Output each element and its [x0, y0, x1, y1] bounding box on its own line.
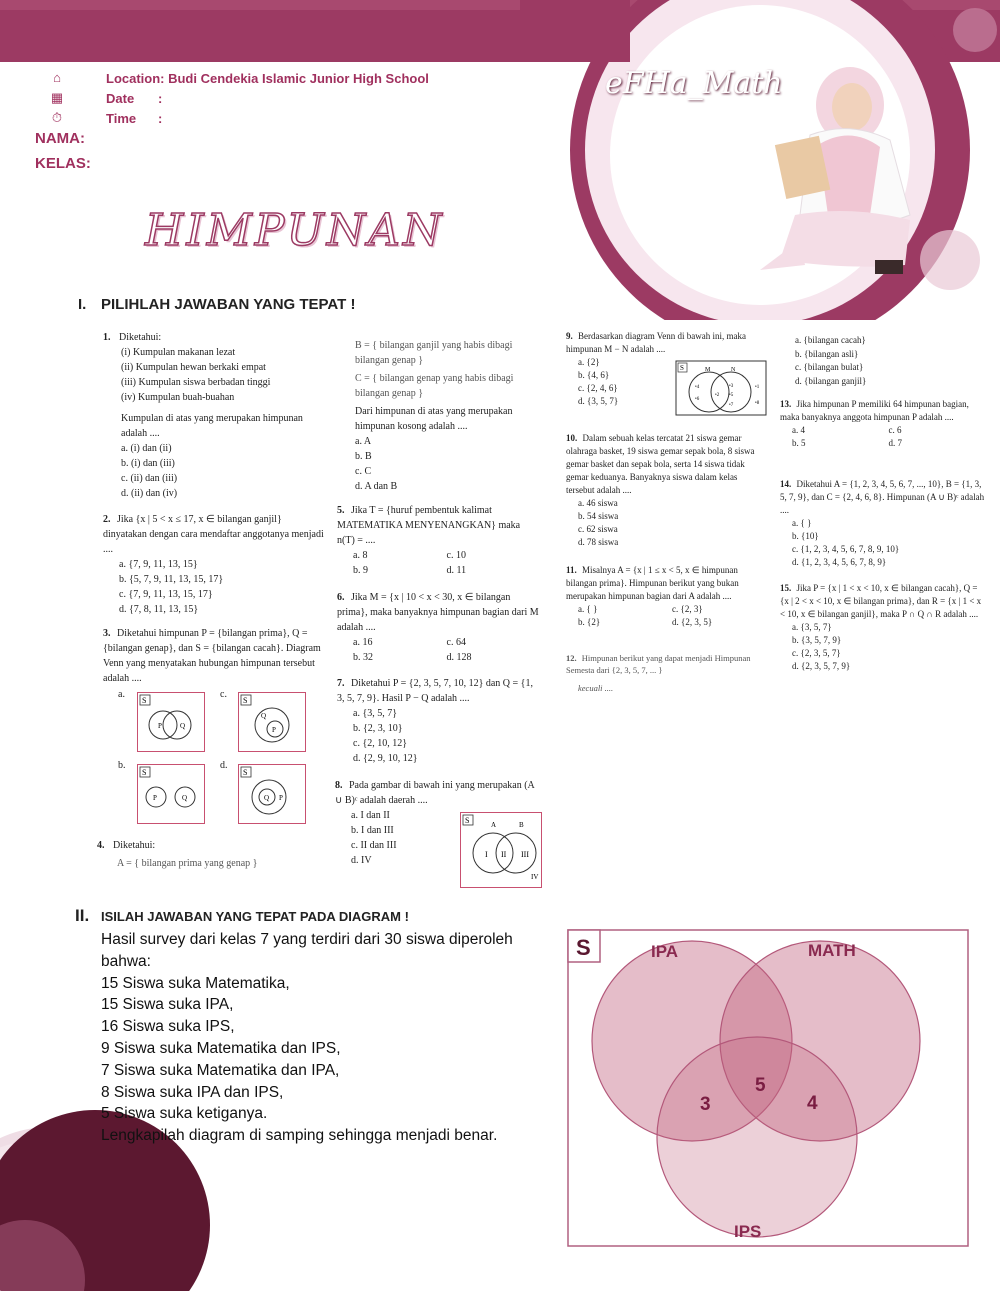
venn-diagram: [567, 929, 971, 1249]
q4-set-a: A = { bilangan prima yang genap }: [117, 858, 258, 869]
q12-option: c. {bilangan bulat}: [795, 362, 864, 372]
q3-number: 3.: [103, 628, 111, 639]
venn-region-all-three[interactable]: 5: [755, 1075, 766, 1096]
q15-number: 15.: [780, 583, 792, 593]
survey-line: Hasil survey dari kelas 7 yang terdiri dari 30 siswa diperoleh: [101, 931, 513, 948]
survey-line: 9 Siswa suka Matematika dan IPS,: [101, 1039, 341, 1057]
question-7: [337, 676, 540, 766]
q3-option-c-label: c.: [220, 689, 227, 700]
q12-tail: kecuali ....: [578, 683, 614, 693]
venn-circle-ips: [657, 1037, 857, 1237]
q4-option: d. A dan B: [355, 481, 398, 492]
q11-option: b. {2}: [578, 617, 601, 627]
q8-a: A: [491, 821, 497, 829]
q8-option: c. II dan III: [351, 840, 397, 851]
q4-stem: Diketahui:: [113, 840, 156, 851]
q9-el: •6: [695, 397, 700, 402]
q14-option: c. {1, 2, 3, 4, 5, 6, 7, 8, 9, 10}: [792, 544, 900, 554]
q3b-s: S: [142, 768, 147, 777]
q1-item: (iv) Kumpulan buah-buahan: [121, 392, 235, 403]
q3b-p: P: [153, 794, 157, 802]
section2-heading: ISILAH JAWABAN YANG TEPAT PADA DIAGRAM !: [101, 909, 409, 924]
q11-number: 11.: [566, 565, 577, 575]
q4-option: c. C: [355, 466, 372, 477]
q1-stem: Diketahui:: [119, 332, 162, 343]
q5-option: a. 8: [353, 550, 368, 561]
q1-option: d. (ii) dan (iv): [121, 488, 178, 499]
q13-stem: Jika himpunan P memiliki 64 himpunan bagian, maka banyaknya anggota himpunan P adalah ....: [780, 399, 969, 422]
q3-diagram-a: [137, 692, 205, 752]
q15-stem: Jika P = {x | 1 < x < 10, x ∈ bilangan cacah}, Q = {x | 2 < x < 10, x ∈ bilangan prima}, dan R = {x | 1 < x < 10, x ∈ bilangan ganjil}, maka P ∩ Q ∩ R adalah ....: [780, 583, 982, 619]
q8-region-3: III: [521, 850, 529, 859]
q9-el: •5: [729, 393, 734, 398]
header-band: [0, 0, 1000, 62]
q10-option: a. 46 siswa: [578, 498, 618, 508]
q11-option: d. {2, 3, 5}: [672, 617, 713, 627]
q6-option: a. 16: [353, 637, 373, 648]
q9-el: •7: [729, 403, 734, 408]
q3d-s: S: [243, 768, 248, 777]
q7-stem: Diketahui P = {2, 3, 5, 7, 10, 12} dan Q = {1, 3, 5, 7, 9}. Hasil P − Q adalah ....: [337, 678, 533, 704]
question-4: [97, 838, 337, 871]
q1-ask: Kumpulan di atas yang merupakan himpunan adalah ....: [121, 413, 303, 439]
q3-option-d-label: d.: [220, 760, 228, 771]
q13-option: b. 5: [792, 438, 806, 448]
q7-option: a. {3, 5, 7}: [353, 708, 398, 719]
brand-logo-text: eFHa_Math: [605, 66, 783, 101]
q12-number: 12.: [566, 653, 577, 663]
q10-number: 10.: [566, 433, 578, 443]
q6-option: c. 64: [446, 637, 466, 648]
q9-el: •4: [695, 385, 700, 390]
q14-stem: Diketahui A = {1, 2, 3, 4, 5, 6, 7, ..., 10}, B = {1, 3, 5, 7, 9}, dan C = {2, 4, 6, 8}. Himpunan (A ∪ B)ᶜ adalah ....: [780, 479, 985, 515]
question-6: [337, 590, 540, 665]
survey-line: 16 Siswa suka IPS,: [101, 1018, 235, 1036]
question-12-options: [783, 334, 983, 388]
home-icon: ⌂: [53, 70, 61, 85]
q4-set-c: C = { bilangan genap yang habis dibagi bilangan genap }: [355, 373, 514, 399]
venn-label-ipa: IPA: [651, 942, 679, 961]
q2-option: c. {7, 9, 11, 13, 15, 17}: [119, 589, 213, 600]
q13-number: 13.: [780, 399, 792, 409]
q3-option-a-label: a.: [118, 689, 125, 700]
q1-option: b. (i) dan (iii): [121, 458, 175, 469]
page-title: HIMPUNAN: [145, 205, 445, 256]
survey-line: 5 Siswa suka ketiganya.: [101, 1105, 268, 1123]
q15-option: b. {3, 5, 7, 9}: [792, 635, 842, 645]
q8-option: b. I dan III: [351, 825, 394, 836]
q7-option: d. {2, 9, 10, 12}: [353, 753, 418, 764]
q12-option: d. {bilangan ganjil}: [795, 375, 867, 386]
q8-option: d. IV: [351, 855, 372, 866]
q1-number: 1.: [103, 332, 111, 343]
q3-venn-b: [138, 765, 204, 823]
survey-line: 8 Siswa suka IPA dan IPS,: [101, 1083, 284, 1101]
q3c-q: Q: [261, 712, 267, 720]
q13-option: d. 7: [888, 438, 902, 448]
q3-venn-a: [138, 693, 204, 751]
q13-option: a. 4: [792, 425, 805, 435]
q8-option: a. I dan II: [351, 810, 390, 821]
q15-option: c. {2, 3, 5, 7}: [792, 648, 841, 658]
q3d-q: Q: [264, 794, 270, 802]
question-10: [566, 432, 766, 549]
q3-diagram-c: [238, 692, 306, 752]
q1-option: c. (ii) dan (iii): [121, 473, 178, 484]
q2-option: d. {7, 8, 11, 13, 15}: [119, 604, 199, 615]
q4-ask: Dari himpunan di atas yang merupakan himpunan kosong adalah ....: [355, 406, 513, 432]
q3a-p: P: [158, 722, 162, 730]
question-2: [103, 512, 328, 617]
q10-option: c. 62 siswa: [578, 524, 618, 534]
q6-option: b. 32: [353, 652, 373, 663]
q9-el: •3: [729, 384, 734, 389]
question-4-continued: [355, 338, 540, 494]
q9-n: N: [731, 367, 736, 373]
survey-line: 15 Siswa suka Matematika,: [101, 974, 290, 992]
location-label: Location: Budi Cendekia Islamic Junior High School: [106, 71, 429, 86]
q4-number: 4.: [97, 840, 105, 851]
q15-option: a. {3, 5, 7}: [792, 622, 832, 632]
q11-option: c. {2, 3}: [672, 604, 703, 614]
q14-option: a. { }: [792, 518, 812, 528]
q9-stem: Berdasarkan diagram Venn di bawah ini, maka himpunan M − N adalah ....: [566, 331, 747, 354]
q3b-q: Q: [182, 794, 188, 802]
q9-el: •2: [715, 393, 720, 398]
q9-s: S: [680, 364, 684, 372]
survey-line: bahwa:: [101, 952, 151, 970]
q5-option: c. 10: [446, 550, 466, 561]
q8-stem: Pada gambar di bawah ini yang merupakan (A ∪ B)ᶜ adalah daerah ....: [335, 780, 535, 806]
q3a-s: S: [142, 696, 147, 705]
q3-venn-c: [239, 693, 305, 751]
q3d-p: P: [279, 794, 283, 802]
q4-option: a. A: [355, 436, 372, 447]
section2-roman: II.: [75, 906, 90, 925]
time-colon: :: [158, 111, 163, 126]
q9-option: d. {3, 5, 7}: [578, 396, 619, 406]
q10-option: b. 54 siswa: [578, 511, 619, 521]
q6-stem: Jika M = {x | 10 < x < 30, x ∈ bilangan prima}, maka banyaknya himpunan bagian dari M adalah ....: [337, 592, 539, 633]
q1-item: (iii) Kumpulan siswa berbadan tinggi: [121, 377, 271, 388]
question-5: [337, 503, 540, 578]
q2-stem: Jika {x | 5 < x ≤ 17, x ∈ bilangan ganjil} dinyatakan dengan cara mendaftar anggotanya menjadi ....: [103, 514, 324, 555]
venn-region-math-ips[interactable]: 4: [807, 1093, 818, 1114]
question-14: [780, 478, 985, 569]
q9-option: c. {2, 4, 6}: [578, 383, 618, 393]
survey-line: 15 Siswa suka IPA,: [101, 996, 234, 1014]
q2-number: 2.: [103, 514, 111, 525]
q8-region-2: II: [501, 850, 507, 859]
q13-option: c. 6: [888, 425, 902, 435]
q1-option: a. (i) dan (ii): [121, 443, 172, 454]
date-colon: :: [158, 91, 163, 106]
q10-stem: Dalam sebuah kelas tercatat 21 siswa gemar olahraga basket, 19 siswa gemar sepak bola, 8 siswa gemar basket dan sepak bola, serta 14 siswa tidak gemar keduanya. Banyaknya siswa dalam kelas tersebut adalah ....: [566, 433, 755, 495]
q7-option: b. {2, 3, 10}: [353, 723, 403, 734]
q5-option: b. 9: [353, 565, 368, 576]
calendar-icon: ▦: [50, 90, 64, 105]
q11-stem: Misalnya A = {x | 1 ≤ x < 5, x ∈ himpunan bilangan prima}. Himpunan berikut yang bukan merupakan himpunan bagian dari A adalah ....: [566, 565, 739, 601]
q8-number: 8.: [335, 780, 343, 791]
section1-roman: I.: [78, 296, 87, 313]
q3c-s: S: [243, 696, 248, 705]
q11-option: a. { }: [578, 604, 598, 614]
survey-text: [101, 929, 571, 1147]
q3-option-b-label: b.: [118, 760, 126, 771]
q9-m: M: [705, 367, 711, 373]
question-13: [780, 398, 985, 450]
question-3: [103, 626, 328, 686]
q3-diagram-b: [137, 764, 205, 824]
q9-el: •8: [755, 401, 760, 406]
timer-icon: ⏱: [51, 110, 63, 125]
question-1: [103, 330, 328, 501]
time-label: Time: [106, 111, 137, 126]
survey-line: 7 Siswa suka Matematika dan IPA,: [101, 1061, 340, 1079]
teacher-illustration: [740, 65, 940, 280]
q3a-q: Q: [180, 722, 186, 730]
venn-universe-label: S: [576, 935, 591, 960]
q14-number: 14.: [780, 479, 792, 489]
venn-region-ipa-ips[interactable]: 3: [700, 1094, 711, 1115]
q9-option: b. {4, 6}: [578, 370, 610, 380]
q12-option: b. {bilangan asli}: [795, 348, 859, 359]
q9-venn: [675, 360, 767, 416]
q7-option: c. {2, 10, 12}: [353, 738, 408, 749]
q6-number: 6.: [337, 592, 345, 603]
q8-s: S: [465, 816, 470, 825]
q12-option: a. {bilangan cacah}: [795, 335, 866, 345]
survey-line: Lengkapilah diagram di samping sehingga menjadi benar.: [101, 1127, 498, 1145]
q5-number: 5.: [337, 505, 345, 516]
q14-option: d. {1, 2, 3, 4, 5, 6, 7, 8, 9}: [792, 557, 887, 567]
q9-el: •1: [755, 385, 760, 390]
q8-region-4: IV: [531, 873, 539, 881]
q1-item: (i) Kumpulan makanan lezat: [121, 347, 236, 358]
name-label: NAMA:: [35, 130, 85, 147]
date-label: Date: [106, 91, 135, 106]
q2-option: b. {5, 7, 9, 11, 13, 15, 17}: [119, 574, 224, 585]
question-12: [566, 652, 766, 694]
q10-option: d. 78 siswa: [578, 537, 619, 547]
q3-stem: Diketahui himpunan P = {bilangan prima}, Q = {bilangan genap}, dan S = {bilangan cacah}. Diagram Venn yang menyatakan hubungan himpunan tersebut adalah ....: [103, 628, 321, 684]
section1-heading: PILIHLAH JAWABAN YANG TEPAT !: [101, 296, 356, 313]
venn-label-ips: IPS: [734, 1222, 762, 1241]
q2-option: a. {7, 9, 11, 13, 15}: [119, 559, 198, 570]
q5-stem: Jika T = {huruf pembentuk kalimat MATEMATIKA MENYENANGKAN} maka n(T) = ....: [337, 505, 521, 546]
q8-diagram: [460, 812, 542, 888]
q7-number: 7.: [337, 678, 345, 689]
q12-stem: Himpunan berikut yang dapat menjadi Himpunan Semesta dari {2, 3, 5, 7, ... }: [566, 653, 751, 675]
q3-venn-d: [239, 765, 305, 823]
q3c-p: P: [272, 726, 276, 734]
q9-number: 9.: [566, 331, 573, 341]
q15-option: d. {2, 3, 5, 7, 9}: [792, 661, 851, 671]
q8-region-1: I: [485, 850, 488, 859]
q14-option: b. {10}: [792, 531, 819, 541]
q8-b: B: [519, 821, 524, 829]
q4-option: b. B: [355, 451, 372, 462]
venn-label-math: MATH: [808, 941, 856, 960]
question-15: [780, 582, 985, 673]
class-label: KELAS:: [35, 155, 91, 172]
q4-set-b: B = { bilangan ganjil yang habis dibagi bilangan genap }: [355, 340, 513, 366]
q5-option: d. 11: [446, 565, 467, 576]
question-11: [566, 564, 766, 629]
q8-venn: [461, 813, 541, 887]
q9-option: a. {2}: [578, 357, 600, 367]
q1-item: (ii) Kumpulan hewan berkaki empat: [121, 362, 266, 373]
q3-diagram-d: [238, 764, 306, 824]
q6-option: d. 128: [446, 652, 472, 663]
